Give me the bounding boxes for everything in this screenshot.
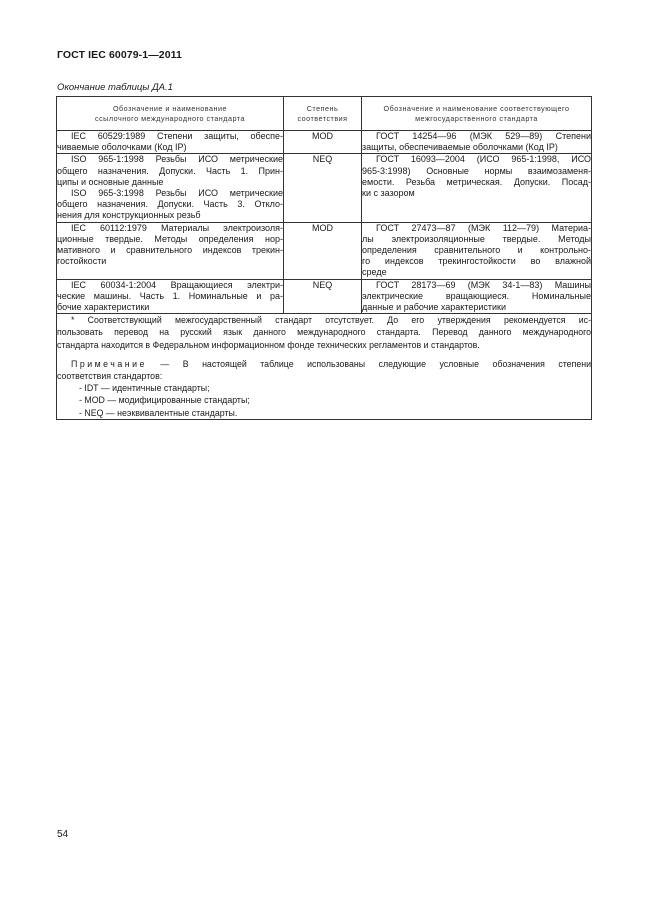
standards-table — [56, 96, 592, 420]
reference-standard-cell: IEC 60034-1:2004 Вращающиеся электри- ческие машины. Часть 1. Номинальные и ра- бочие характеристики — [57, 279, 283, 313]
footnote: * Соответствующий межгосударственный стандарт отсутствует. До его утверждения рекомендуется ис- пользовать перевод на русский язык данного международного стандарта. Перевод данного международного стандарта находится в Федеральном информационном фонде технических регламентов и стандартов. — [57, 315, 591, 350]
degree-cell: MOD — [284, 222, 362, 279]
reference-standard-cell: IEC 60529:1989 Степени защиты, обеспе- чиваемые оболочками (Код IP) — [57, 131, 283, 153]
degree-cell: NEQ — [284, 279, 362, 314]
table-note: Примечание — В настоящей таблице использованы следующие условные обозначения степени соответствия стандартов: - IDT — идентичные стандарты; - MOD — модифицированные стандарты; - NEQ — неэквивалентные стандарты. — [57, 358, 591, 418]
degree-cell: MOD — [284, 131, 362, 154]
column-header-national: Обозначение и наименование соответствующего межгосударственного стандарта — [362, 97, 592, 131]
table-caption: Окончание таблицы ДА.1 — [57, 82, 173, 93]
list-item: - MOD — модифицированные стандарты; — [79, 395, 250, 406]
table-notes-cell — [57, 314, 592, 420]
table-row — [57, 279, 592, 314]
list-item: - NEQ — неэквивалентные стандарты. — [79, 407, 238, 418]
column-header-reference: Обозначение и наименование ссылочного международного стандарта — [57, 97, 284, 131]
page-number: 54 — [57, 829, 69, 840]
reference-standard-cell: IEC 60112:1979 Материалы электроизоля- ционные твердые. Методы определения нор- мативного и сравнительного индексов трекин- гостойкости — [57, 222, 284, 279]
national-standard-cell: ГОСТ 14254—96 (МЭК 529—89) Степени защиты, обеспечиваемые оболочками (Код IP) — [362, 131, 591, 153]
table-row — [57, 222, 592, 279]
list-item: - IDT — идентичные стандарты; — [79, 383, 210, 394]
national-standard-cell: ГОСТ 28173—69 (МЭК 34-1—83) Машины электрические вращающиеся. Номинальные данные и рабочие характеристики — [362, 279, 591, 313]
table-row — [57, 131, 592, 154]
national-standard-cell: ГОСТ 27473—87 (МЭК 112—79) Материа- лы электроизоляционные твердые. Методы определения сравнительного и контрольно- го индексов трекингостойкости во влажной среде — [362, 222, 591, 278]
column-header-degree: Степень соответствия — [284, 97, 362, 131]
note-text: — В настоящей таблице использованы следующие условные обозначения степени — [160, 358, 591, 369]
degree-cell: NEQ — [284, 154, 362, 222]
table-notes-row — [57, 314, 592, 420]
table-header-row — [57, 97, 592, 131]
national-standard-cell: ГОСТ 16093—2004 (ИСО 965-1:1998, ИСО 965-3:1998) Основные нормы взаимозаменя- емости. Резьба метрическая. Допуски. Посад- ки с зазором — [362, 154, 592, 222]
note-label: Примечание — [71, 358, 147, 369]
table-row — [57, 154, 592, 222]
document-header: ГОСТ IEC 60079-1—2011 — [57, 49, 182, 61]
reference-standard-cell: ISO 965-1:1998 Резьбы ИСО метрические общего назначения. Допуски. Часть 1. Прин- ципы и основные данные ISO 965-3:1998 Резьбы ИСО метрические общего назначения. Допуски. Часть 3. Откло- нения для конструкционных резьб — [57, 154, 283, 221]
